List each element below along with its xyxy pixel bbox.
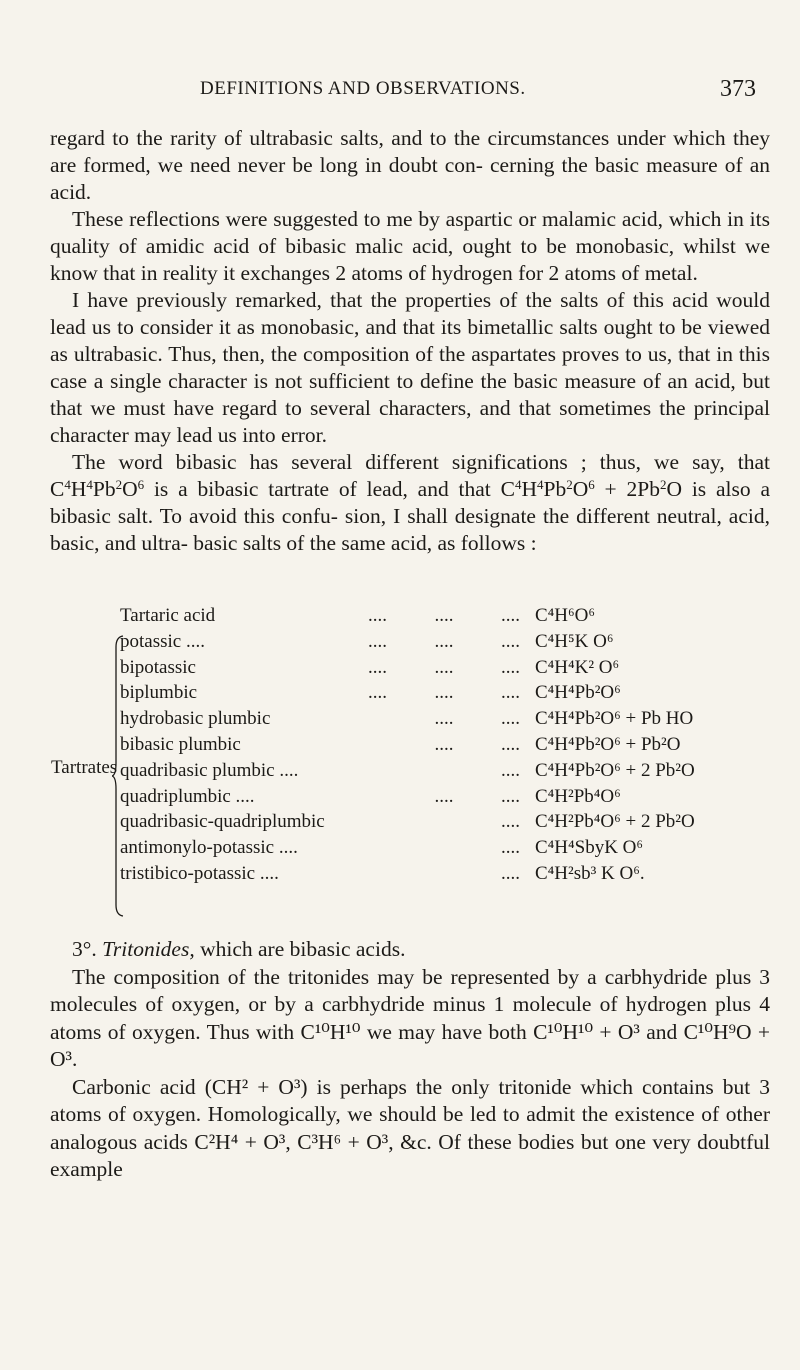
formula: C⁴H⁴Pb²O⁶ + Pb HO bbox=[535, 708, 694, 730]
salt-name: potassic .... bbox=[120, 630, 205, 652]
table-row bbox=[50, 786, 770, 812]
table-row bbox=[50, 708, 770, 734]
leader-dots: .... bbox=[501, 811, 520, 833]
leader-dots: .... bbox=[501, 863, 520, 884]
salt-name: bipotassic bbox=[120, 656, 196, 678]
salt-name: tristibico-potassic .... bbox=[120, 863, 279, 884]
table-row bbox=[50, 657, 770, 683]
formula: C⁴H⁵K O⁶ bbox=[535, 630, 614, 652]
section-heading: 3°. Tritonides, which are bibasic acids. bbox=[72, 937, 406, 961]
leader-dots: .... .... bbox=[434, 708, 520, 730]
running-title: DEFINITIONS AND OBSERVATIONS. bbox=[200, 78, 526, 99]
formula: C⁴H⁴K² O⁶ bbox=[535, 656, 620, 678]
paragraph: Carbonic acid (CH² + O³) is perhaps the only tritonide which contains but 3 atoms of oxygen. Homologically, we should be led to admit the existence of other analogous acids C²H⁴ + O³, C³H⁶ + O³, &c. Of these bodies but one very doubtful example bbox=[50, 1074, 771, 1181]
leader-dots: .... bbox=[501, 837, 520, 859]
table-row bbox=[50, 837, 770, 863]
leader-dots: .... bbox=[501, 759, 520, 781]
leader-dots: .... .... .... bbox=[368, 682, 520, 704]
formula: C⁴H²Pb⁴O⁶ bbox=[535, 785, 621, 807]
salt-name: quadriplumbic .... bbox=[120, 785, 255, 807]
salt-name: bibasic plumbic bbox=[120, 734, 241, 755]
formula: C⁴H⁴Pb²O⁶ bbox=[535, 682, 621, 704]
page-number: 373 bbox=[720, 76, 756, 102]
group-label: Tartrates bbox=[51, 757, 118, 778]
table-row bbox=[50, 631, 770, 657]
body-text-bottom bbox=[50, 936, 770, 1184]
salt-name: Tartaric acid bbox=[120, 605, 216, 626]
page-header bbox=[0, 78, 800, 112]
paragraph: These reflections were suggested to me by aspartic or malamic acid, which in its quality of amidic acid of bibasic malic acid, ought to be monobasic, whilst we know that in reality it exchanges 2 atoms of hydrogen for 2 atoms of metal. bbox=[50, 207, 770, 285]
table-row bbox=[50, 863, 770, 889]
table-row bbox=[50, 682, 770, 708]
leader-dots: .... .... bbox=[434, 785, 520, 807]
formula: C⁴H⁴Pb²O⁶ + Pb²O bbox=[535, 734, 681, 755]
table-row bbox=[50, 760, 770, 786]
leader-dots: .... .... bbox=[434, 734, 520, 755]
paragraph: The composition of the tritonides may be represented by a carbhydride plus 3 molecules of oxygen, or by a carbhydride minus 1 molecule of hydrogen plus 4 atoms of oxygen. Thus with C¹⁰H¹⁰ we may have both C¹⁰H¹⁰ + O³ and C¹⁰H⁹O + O³. bbox=[50, 964, 770, 1071]
table-row bbox=[50, 811, 770, 837]
paragraph: The word bibasic has several different significations ; thus, we say, that $C^4H^4Pb^2O^6$ is a bibasic tartrate of lead, and that $C^4H^4Pb^2O^6 + 2Pb^2O$ is also a bibasic salt. To avoid this confu- sion, I shall designate the different neutral, acid, basic, and ultra- basic salts of the same acid, as follows : bbox=[50, 450, 771, 555]
formula: C⁴H²sb³ K O⁶. bbox=[535, 863, 645, 884]
formula: C⁴H⁴Pb²O⁶ + 2 Pb²O bbox=[535, 759, 695, 781]
formula: C⁴H²Pb⁴O⁶ + 2 Pb²O bbox=[535, 811, 695, 833]
table-row bbox=[50, 605, 770, 631]
formula: C⁴H⁶O⁶ bbox=[535, 605, 595, 626]
salt-name: quadribasic plumbic .... bbox=[120, 759, 299, 781]
salt-name: biplumbic bbox=[120, 682, 198, 704]
table-row bbox=[50, 734, 770, 760]
salt-name: antimonylo-potassic .... bbox=[120, 837, 298, 859]
formula: C⁴H⁴SbyK O⁶ bbox=[535, 837, 644, 859]
leader-dots: .... .... .... bbox=[368, 605, 520, 626]
paragraph: regard to the rarity of ultrabasic salts, and to the circumstances under which they are formed, we need never be long in doubt con- cerning the basic measure of an acid. bbox=[50, 126, 771, 204]
leader-dots: .... .... .... bbox=[368, 656, 520, 678]
body-text-top bbox=[50, 125, 770, 557]
salt-name: hydrobasic plumbic bbox=[120, 708, 271, 730]
leader-dots: .... .... .... bbox=[368, 630, 520, 652]
salt-name: quadribasic-quadriplumbic bbox=[120, 811, 325, 833]
paragraph: I have previously remarked, that the properties of the salts of this acid would lead us to consider it as monobasic, and that its bimetallic salts ought to be viewed as ultrabasic. Thus, then, the composition of the aspartates proves to us, that in this case a single character is not sufficient to define the basic measure of an acid, but that we must have regard to several characters, and that sometimes the principal character may lead us into error. bbox=[50, 288, 771, 447]
